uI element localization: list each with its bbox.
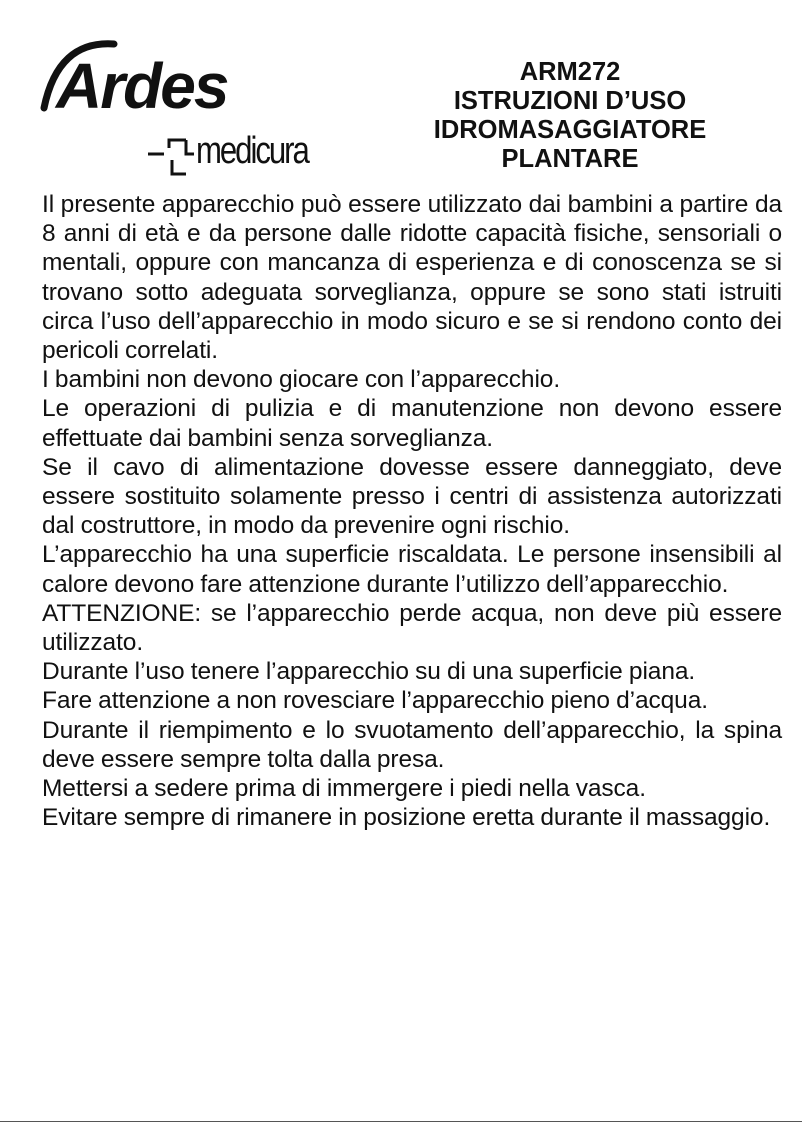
title-line-2: IDROMASAGGIATORE xyxy=(433,116,707,144)
instruction-paragraph: I bambini non devono giocare con l’apparecchio. xyxy=(42,366,561,394)
ardes-medicura-logo xyxy=(36,36,346,196)
title-line-1: ISTRUZIONI D’USO xyxy=(453,87,687,115)
instruction-paragraph: Fare attenzione a non rovesciare l’apparecchio pieno d’acqua. xyxy=(42,687,708,715)
instruction-paragraph: Durante il riempimento e lo svuotamento dell’apparecchio, la spina deve essere sempre tolta dalla presa. xyxy=(42,716,782,773)
document-title xyxy=(405,58,735,174)
instruction-paragraph: L’apparecchio ha una superficie riscaldata. Le persone insensibili al calore devono fare attenzione durante l’utilizzo dell’apparecchio. xyxy=(42,541,782,598)
page-bottom-divider xyxy=(0,1121,802,1122)
model-number: ARM272 xyxy=(519,58,621,86)
instruction-paragraph: Evitare sempre di rimanere in posizione eretta durante il massaggio. xyxy=(42,804,771,832)
warning-paragraph: ATTENZIONE: se l’apparecchio perde acqua, non deve più essere utilizzato. xyxy=(42,599,782,657)
instruction-paragraph: Durante l’uso tenere l’apparecchio su di una superficie piana. xyxy=(42,658,696,686)
instruction-paragraph: Mettersi a sedere prima di immergere i piedi nella vasca. xyxy=(42,775,646,803)
title-line-3: PLANTARE xyxy=(501,145,639,173)
brand-wordmark: Ardes xyxy=(56,50,228,122)
safety-instructions xyxy=(42,190,782,832)
instruction-paragraph: Se il cavo di alimentazione dovesse essere danneggiato, deve essere sostituito solamente presso i centri di assistenza autorizzati dal costruttore, in modo da prevenire ogni rischio. xyxy=(42,453,782,540)
page-header xyxy=(0,0,802,195)
brand-subwordmark: medicura xyxy=(196,130,308,172)
instruction-paragraph: Il presente apparecchio può essere utilizzato dai bambini a partire da 8 anni di età e da persone dalle ridotte capacità fisiche, sensoriali o mentali, oppure con mancanza di esperienza e di conoscenza se si trovano sotto adeguata sorveglianza, oppure se sono stati istruiti circa l’uso dell’apparecchio in modo sicuro e se si rendono conto dei pericoli correlati. xyxy=(42,191,782,365)
instruction-paragraph: Le operazioni di pulizia e di manutenzione non devono essere effettuate dai bambini senza sorveglianza. xyxy=(42,395,782,452)
